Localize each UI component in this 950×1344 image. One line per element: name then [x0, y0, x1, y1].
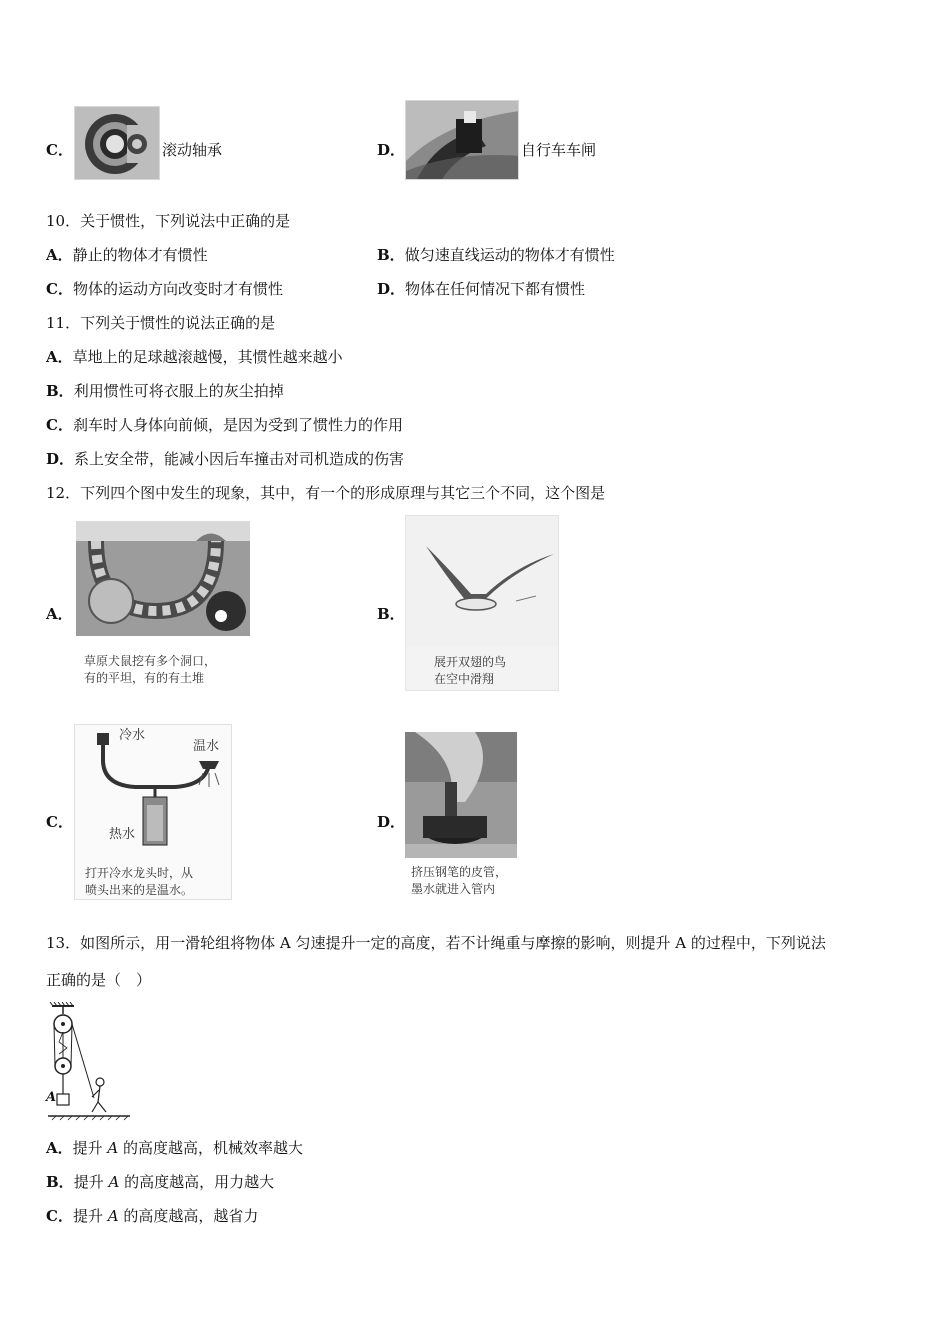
fountain-pen-ink-photo	[405, 732, 527, 900]
q12-c-caption-line1: 打开冷水龙头时，从	[85, 866, 194, 880]
q12-c-label-cold: 冷水	[119, 728, 146, 743]
q12-option-c-letter: C．	[46, 813, 73, 831]
q13-option-a: A．提升 A 的高度越高，机械效率越大	[46, 1139, 304, 1157]
pulley-figure-label: A	[46, 1090, 57, 1105]
q13-stem-line1: 13．如图所示，用一滑轮组将物体 A 匀速提升一定的高度，若不计绳重与摩擦的影响，则提升 A 的过程中，下列说法	[46, 934, 826, 952]
q13-option-b: B．提升 A 的高度越高，用力越大	[46, 1173, 275, 1191]
q12-b-caption-line1: 展开双翅的鸟	[434, 655, 507, 669]
bicycle-brake-photo	[405, 100, 519, 180]
q9-option-c-text: 滚动轴承	[162, 141, 223, 159]
q12-option-d-letter: D．	[377, 813, 406, 831]
q9-option-d-text: 自行车车闸	[521, 141, 597, 159]
gliding-bird-photo	[405, 515, 559, 691]
q12-d-caption-line2: 墨水就进入管内	[411, 882, 496, 896]
q9-option-c-letter: C．	[46, 141, 73, 159]
q12-option-a-letter: A．	[46, 605, 73, 623]
faucet-mixer-diagram	[74, 724, 232, 900]
q12-c-caption-line2: 喷头出来的是温水。	[85, 883, 194, 897]
q12-option-b-letter: B．	[377, 605, 405, 623]
pulley-system-diagram	[44, 1002, 134, 1126]
q11-option-d: D．系上安全带，能减小因后车撞击对司机造成的伤害	[46, 450, 405, 468]
q12-stem: 12．下列四个图中发生的现象，其中，有一个的形成原理与其它三个不同，这个图是	[46, 484, 606, 502]
q11-option-b: B．利用惯性可将衣服上的灰尘拍掉	[46, 382, 284, 400]
q10-option-d: D．物体在任何情况下都有惯性	[377, 280, 586, 298]
q10-option-b: B．做匀速直线运动的物体才有惯性	[377, 246, 615, 264]
q12-a-caption-line1: 草原犬鼠挖有多个洞口，	[84, 654, 217, 668]
q11-option-c: C．刹车时人身体向前倾，是因为受到了惯性力的作用	[46, 416, 403, 434]
q11-option-a: A．草地上的足球越滚越慢，其惯性越来越小	[46, 348, 343, 366]
q12-d-caption-line1: 挤压钢笔的皮管，	[411, 865, 508, 879]
q10-stem: 10．关于惯性，下列说法中正确的是	[46, 212, 291, 230]
q10-option-a: A．静止的物体才有惯性	[46, 246, 208, 264]
q13-option-c: C．提升 A 的高度越高，越省力	[46, 1207, 259, 1225]
q12-c-label-hot: 热水	[109, 827, 136, 842]
q9-option-d-letter: D．	[377, 141, 406, 159]
q12-c-label-warm: 温水	[193, 739, 220, 754]
q11-stem: 11．下列关于惯性的说法正确的是	[46, 314, 276, 332]
q10-option-c: C．物体的运动方向改变时才有惯性	[46, 280, 283, 298]
q12-a-caption-line2: 有的平坦，有的有土堆	[84, 671, 205, 685]
rolling-bearing-photo	[74, 106, 160, 180]
q12-b-caption-line2: 在空中滑翔	[434, 672, 495, 686]
prairie-dog-burrow-illustration	[76, 521, 250, 691]
q13-stem-line2: 正确的是（ ）	[46, 971, 152, 989]
